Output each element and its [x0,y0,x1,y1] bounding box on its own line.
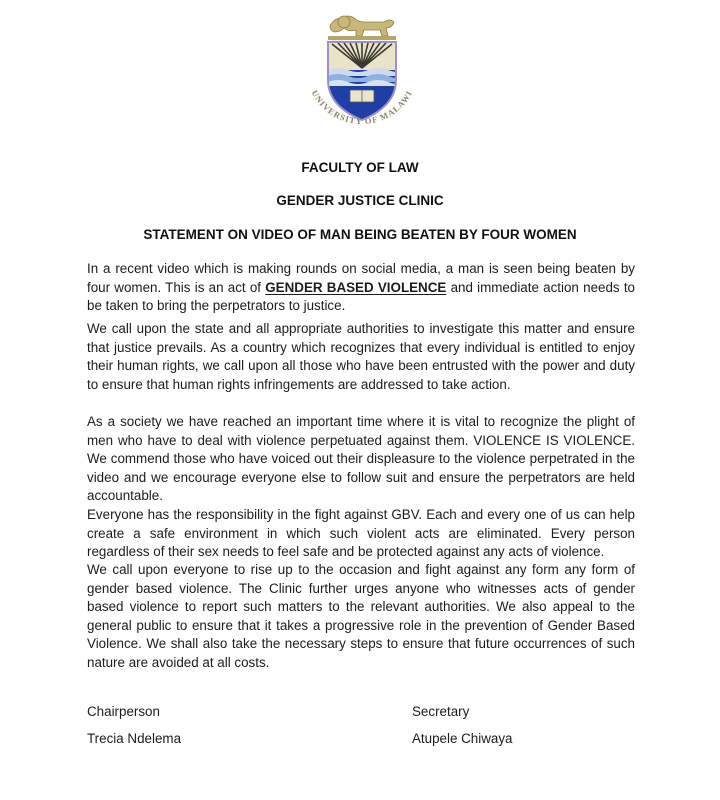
gbv-emphasis: GENDER BASED VIOLENCE [265,279,447,295]
secretary-name: Atupele Chiwaya [412,731,513,746]
svg-text:UNIVERSITY OF MALAWI: UNIVERSITY OF MALAWI [309,88,415,127]
paragraph-3: As a society we have reached an important time where it is vital to recognize the plight of men who have to deal with violence perpetuated against them. VIOLENCE IS VIOLENCE. We commend those who have voiced out their displeasure to the violence perpetrated in the video and we encourage everyone else to follow suit and ensure the perpetrators are held accountable. [87,414,635,504]
paragraph-2: We call upon the state and all appropriate authorities to investigate this matter and ensure that justice prevails. As a country which recognizes that every individual is entitled to enjoy their human rights, we call upon all those who have been entrusted with the power and duty to ensure that human rights infringements are addressed to take action. [87,321,635,392]
paragraph-1-outro: and immediate action needs to be taken to bring the perpetrators to justice. [87,279,636,314]
faculty-heading: FACULTY OF LAW [301,160,419,175]
university-of-malawi-crest-icon [298,6,426,134]
paragraph-4: Everyone has the responsibility in the fight against GBV. Each and every one of us can help create a safe environment in which such violent acts are eliminated. Every person regardless of their sex needs to feel safe and be protected against any acts of violence. [87,507,635,560]
paragraph-1-intro: In a recent video which is making rounds on social media, a man is seen being beaten by four women. This is an act of [87,261,635,295]
university-crest-logo [298,6,426,134]
chairperson-label: Chairperson [87,704,160,719]
clinic-heading: GENDER JUSTICE CLINIC [276,193,444,208]
paragraph-1 [87,260,635,316]
paragraph-5: We call upon everyone to rise up to the occasion and fight against any form any form of gender based violence. The Clinic further urges anyone who witnesses acts of gender based violence to report such matters to the relevant authorities. We also appeal to the general public to ensure that it takes a progressive role in the prevention of Gender Based Violence. We shall also take the necessary steps to ensure that future occurrences of such nature are avoided at all costs. [87,562,635,670]
secretary-label: Secretary [412,704,470,719]
chairperson-name: Trecia Ndelema [87,731,182,746]
statement-title: STATEMENT ON VIDEO OF MAN BEING BEATEN BY FOUR WOMEN [143,227,577,242]
